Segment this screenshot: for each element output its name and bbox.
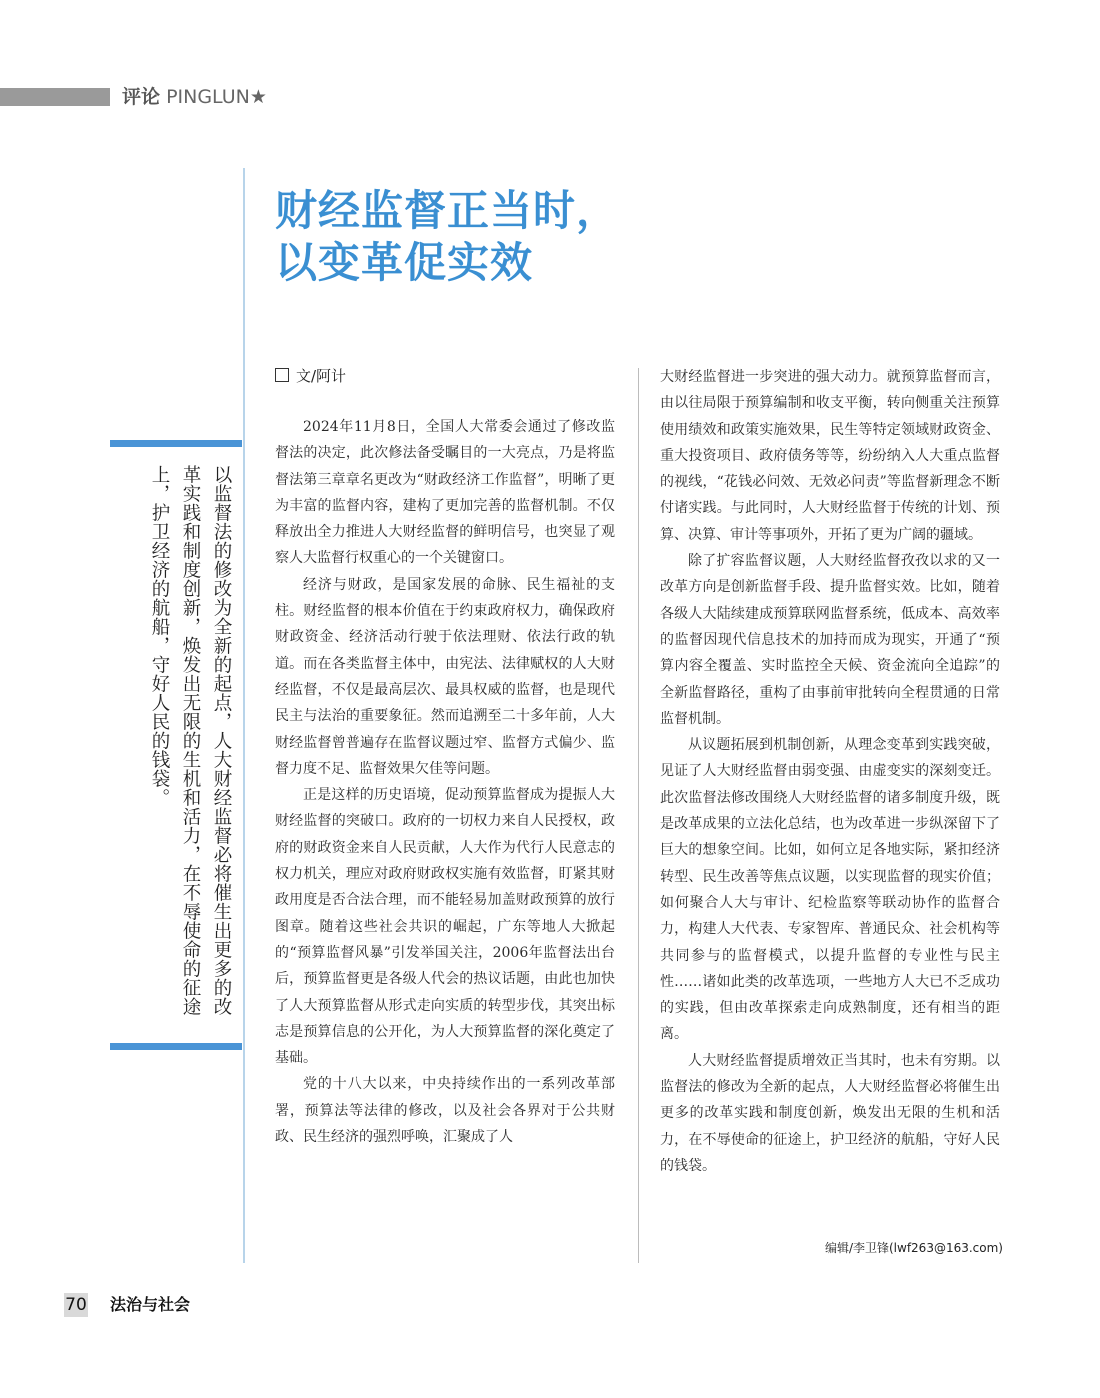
pull-quote-top-bar	[110, 440, 242, 447]
paragraph: 从议题拓展到机制创新，从理念变革到实践突破，见证了人大财经监督由弱变强、由虚变实的深刻变迁。此次监督法修改围绕人大财经监督的诸多制度升级，既是改革成果的立法化总结，也为改革进一步纵深留下了巨大的想象空间。比如，如何立足各地实际，紧扣经济转型、民生改善等焦点议题，以实现监督的现实价值；如何聚合人大与审计、纪检监察等联动协作的监督合力，构建人大代表、专家智库、普通民众、社会机构等共同参与的监督模式，以提升监督的专业性与民主性……诸如此类的改革选项，一些地方人大已不乏成功的实践，但由改革探索走向成熟制度，还有相当的距离。	[660, 737, 1000, 1043]
paragraph: 党的十八大以来，中央持续作出的一系列改革部署，预算法等法律的修改，以及社会各界对于公共财政、民生经济的强烈呼唤，汇聚成了人	[275, 1076, 615, 1146]
article-title	[275, 185, 635, 289]
author: 文/阿计	[296, 367, 347, 385]
paragraph: 正是这样的历史语境，促动预算监督成为提振人大财经监督的突破口。政府的一切权力来自人民授权，政府的财政资金来自人民贡献，人大作为代行人民意志的权力机关，理应对政府财政权实施有效监督，盯紧其财政用度是否合法合理，而不能轻易加盖财政预算的放行图章。随着这些社会共识的崛起，广东等地人大掀起的“预算监督风暴”引发举国关注，2006年监督法出台后，预算监督更是各级人代会的热议话题，由此也加快了人大预算监督从形式走向实质的转型步伐，其突出标志是预算信息的公开化，为人大预算监督的深化奠定了基础。	[275, 787, 615, 1067]
star-icon: ★	[249, 86, 267, 108]
pull-quote-bottom-bar	[110, 1043, 242, 1050]
column-divider	[638, 368, 639, 1263]
paragraph: 除了扩容监督议题，人大财经监督孜孜以求的又一改革方向是创新监督手段、提升监督实效。比如，随着各级人大陆续建成预算联网监督系统，低成本、高效率的监督因现代信息技术的加持而成为现实，开通了“预算内容全覆盖、实时监控全天候、资金流向全追踪”的全新监督路径，重构了由事前审批转向全程贯通的日常监督机制。	[660, 553, 1000, 727]
section-name-en: PINGLUN	[166, 86, 250, 108]
pull-quote: 以监督法的修改为全新的起点，人大财经监督必将催生出更多的改革实践和制度创新，焕发出无限的生机和活力，在不辱使命的征途上，护卫经济的航船，守好人民的钱袋。	[149, 465, 232, 1016]
paragraph: 2024年11月8日，全国人大常委会通过了修改监督法的决定，此次修法备受瞩目的一大亮点，乃是将监督法第三章章名更改为“财政经济工作监督”，明晰了更为丰富的监督内容，建构了更加完善的监督机制。不仅释放出全力推进人大财经监督的鲜明信号，也突显了观察人大监督行权重心的一个关键窗口。	[275, 419, 615, 567]
title-line-2: 以变革促实效	[275, 238, 534, 287]
square-icon	[275, 368, 289, 382]
page-number: 70	[65, 1295, 87, 1315]
title-line-1: 财经监督正当时，	[275, 186, 620, 235]
body-column-2	[660, 364, 1000, 1179]
header-bar	[0, 88, 110, 106]
paragraph: 经济与财政，是国家发展的命脉、民生福祉的支柱。财经监督的根本价值在于约束政府权力，确保政府财政资金、经济活动行驶于依法理财、依法行政的轨道。而在各类监督主体中，由宪法、法律赋权的人大财经监督，不仅是最高层次、最具权威的监督，也是现代民主与法治的重要象征。然而追溯至二十多年前，人大财经监督曾普遍存在监督议题过窄、监督方式偏少、监督力度不足、监督效果欠佳等问题。	[275, 576, 615, 777]
body-column-1	[275, 414, 615, 1150]
left-vertical-rule	[243, 168, 245, 1263]
section-name-cn: 评论	[122, 86, 161, 108]
byline	[275, 366, 346, 386]
section-label	[122, 84, 267, 110]
magazine-name: 法治与社会	[110, 1295, 191, 1314]
editor-credit: 编辑/李卫锋(lwf263@163.com)	[824, 1241, 1003, 1255]
paragraph: 大财经监督进一步突进的强大动力。就预算监督而言，由以往局限于预算编制和收支平衡，转向侧重关注预算使用绩效和政策实施效果，民生等特定领域财政资金、重大投资项目、政府债务等等，纷纷纳入人大重点监督的视线，“花钱必问效、无效必问责”等监督新理念不断付诸实践。与此同时，人大财经监督于传统的计划、预算、决算、审计等事项外，开拓了更为广阔的疆域。	[660, 369, 1000, 543]
paragraph: 人大财经监督提质增效正当其时，也未有穷期。以监督法的修改为全新的起点，人大财经监督必将催生出更多的改革实践和制度创新，焕发出无限的生机和活力，在不辱使命的征途上，护卫经济的航船，守好人民的钱袋。	[660, 1052, 1000, 1174]
